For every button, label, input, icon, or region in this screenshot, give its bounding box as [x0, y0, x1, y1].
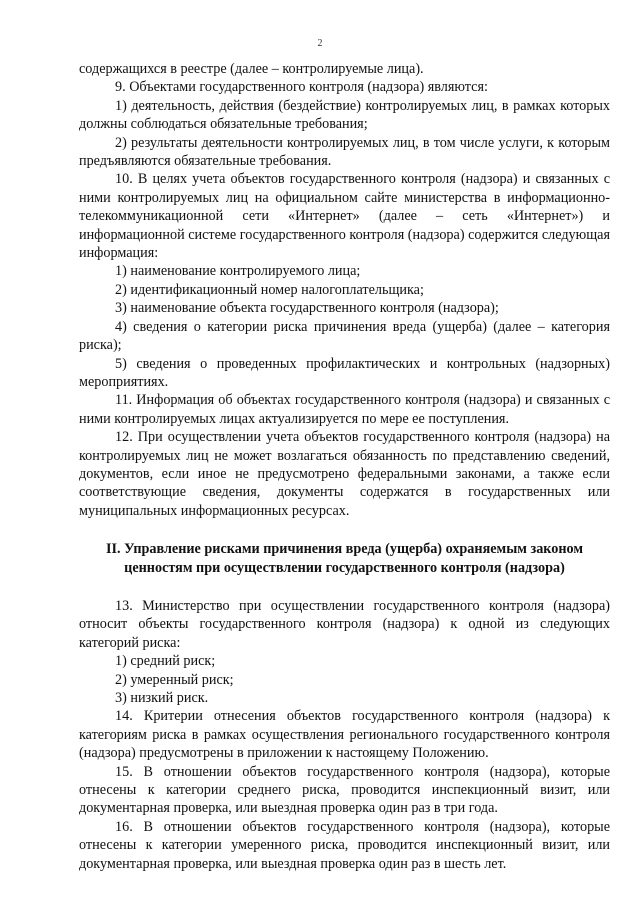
paragraph: 14. Критерии отнесения объектов государственного контроля (надзора) к категориям риска в рамках осуществления регионального государственного контроля (надзора) предусмотрены в приложении к настоящему Положению.	[79, 708, 610, 762]
list-item: 1) средний риск;	[115, 653, 216, 670]
list-item: 2) результаты деятельности контролируемых лиц, в том числе услуги, к которым предъявляются обязательные требования.	[79, 134, 610, 170]
list-item: 3) низкий риск.	[115, 690, 209, 706]
list-item: 2) умеренный риск;	[115, 671, 234, 688]
paragraph: 15. В отношении объектов государственного контроля (надзора), которые отнесены к категории среднего риска, проводится инспекционный визит, или документарная проверка, или выездная проверка один раз в три года.	[79, 763, 610, 817]
paragraph: 9. Объектами государственного контроля (надзора) являются:	[115, 79, 488, 96]
paragraph: 13. Министерство при осуществлении государственного контроля (надзора) относит объекты государственного контроля (надзора) к одной из следующих категорий риска:	[79, 597, 610, 651]
paragraph: 11. Информация об объектах государственного контроля (надзора) и связанных с ними контролируемых лицах актуализируется по мере ее поступления.	[79, 392, 610, 427]
list-item: 4) сведения о категории риска причинения вреда (ущерба) (далее – категория риска);	[79, 318, 610, 354]
page-number: 2	[317, 38, 323, 49]
section-heading: II. Управление рисками причинения вреда (ущерба) охраняемым законом ценностям при осуществлении государственного контроля (надзора)	[105, 541, 584, 576]
list-item: 1) наименование контролируемого лица;	[115, 263, 361, 280]
list-item: 3) наименование объекта государственного контроля (надзора);	[115, 300, 499, 317]
paragraph: содержащихся в реестре (далее – контролируемые лица).	[79, 61, 424, 77]
paragraph: 16. В отношении объектов государственного контроля (надзора), которые отнесены к категории умеренного риска, проводится инспекционный визит, или документарная проверка, или выездная проверка один раз в шесть лет.	[79, 818, 610, 872]
list-item: 5) сведения о проведенных профилактических и контрольных (надзорных) мероприятиях.	[79, 355, 610, 390]
list-item: 1) деятельность, действия (бездействие) контролируемых лиц, в рамках которых должны соблюдаться обязательные требования;	[79, 97, 610, 133]
paragraph: 10. В целях учета объектов государственного контроля (надзора) и связанных с ними контролируемых лиц на официальном сайте министерства в информационно-телекоммуникационной сети «Интернет» (далее – сеть «Интернет») и информационной системе государственного контроля (надзора) содержится следующая информация:	[79, 171, 610, 262]
list-item: 2) идентификационный номер налогоплательщика;	[115, 281, 424, 298]
paragraph: 12. При осуществлении учета объектов государственного контроля (надзора) на контролируемых лиц не может возлагаться обязанность по представлению сведений, документов, если иное не предусмотрено федеральными законами, а также если соответствующие сведения, документы содержатся в государственных или муниципальных информационных ресурсах.	[79, 429, 610, 519]
document-body	[79, 60, 610, 873]
